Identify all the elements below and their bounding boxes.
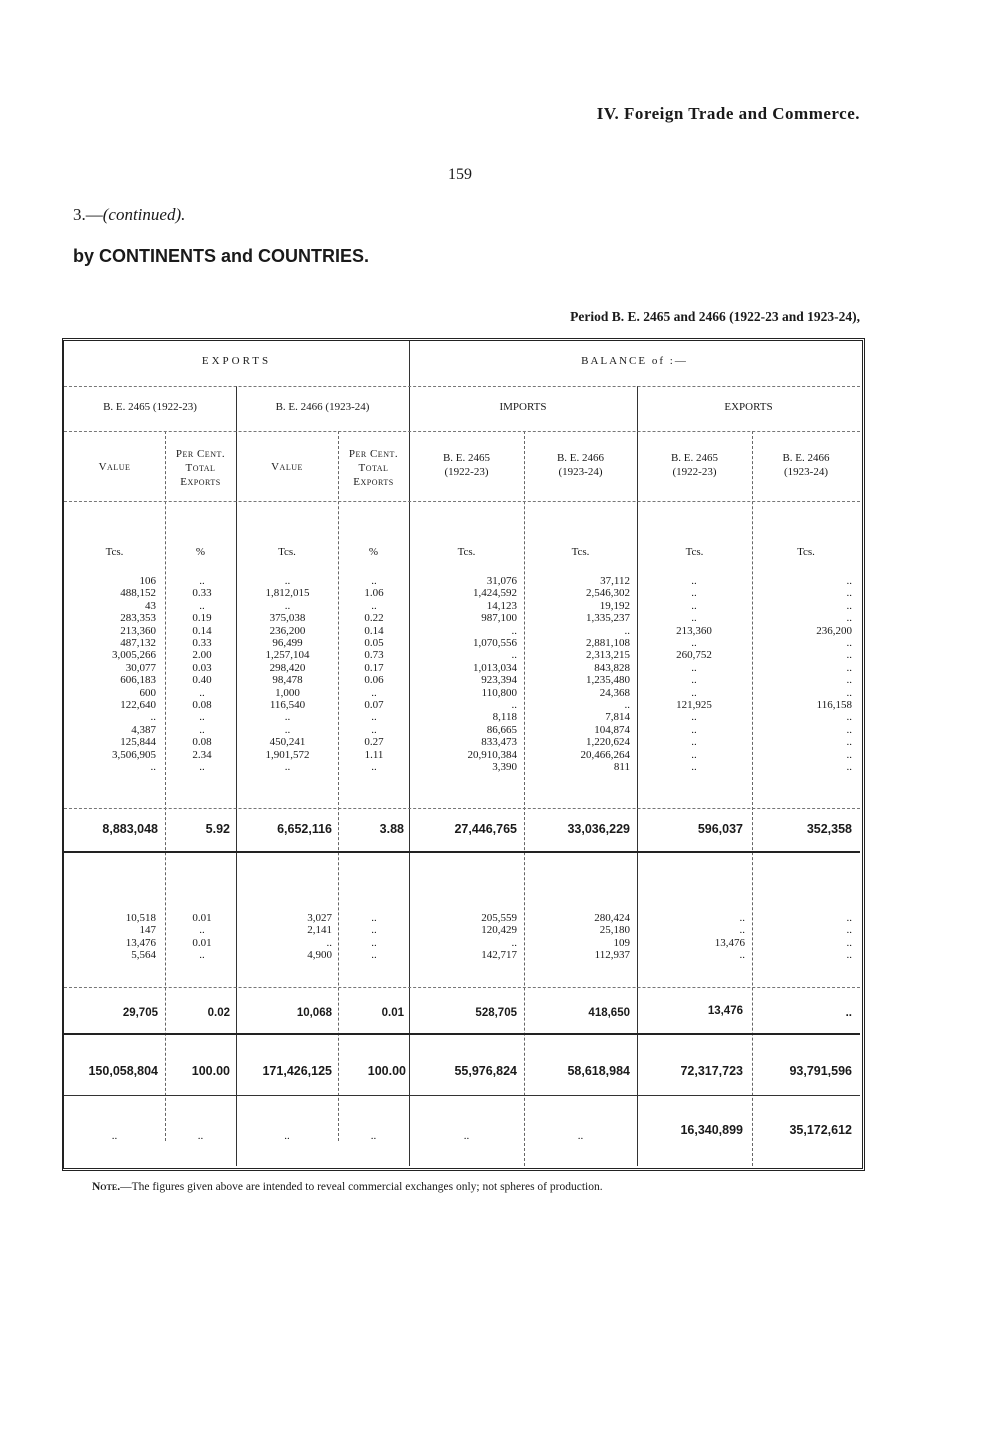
unit-pct-1: % — [195, 546, 206, 558]
s2-exp-2465-value: 10,518 147 13,476 5,564 — [125, 912, 156, 962]
page-number: 159 — [448, 166, 472, 183]
total2-exp-2466-value: 10,068 — [296, 1007, 332, 1019]
total1-imp-2466: 33,036,229 — [567, 822, 630, 836]
grand-total-exp-2466-value: 171,426,125 — [262, 1064, 332, 1078]
trade-table — [62, 338, 865, 1171]
footnote — [92, 1181, 603, 1193]
total1-exp-2465-value: 8,883,048 — [102, 822, 158, 836]
s2-exp-2466-pct: .. .. .. .. — [371, 912, 377, 962]
total2-bexp-2466: .. — [845, 1007, 852, 1019]
s2-bexp-2466: .. .. .. .. — [846, 912, 852, 962]
header-pct-2-line2: Total — [358, 462, 389, 474]
final-bexp-2465: 16,340,899 — [680, 1123, 743, 1137]
header-bexp-2465-l2: (1922-23) — [672, 466, 717, 478]
total1-exp-2466-value: 6,652,116 — [277, 822, 332, 836]
total2-exp-2466-pct: 0.01 — [381, 1007, 404, 1019]
rule-header-1 — [64, 386, 860, 387]
final-exp-2466-value: .. — [284, 1130, 290, 1142]
s2-exp-2465-pct: 0.01 .. 0.01 .. — [192, 912, 212, 962]
header-exports-balance: EXPORTS — [724, 401, 773, 413]
final-imp-2466: .. — [577, 1130, 584, 1142]
continued-text: (continued). — [102, 205, 186, 224]
header-imp-2465-l2: (1922-23) — [444, 466, 489, 478]
header-exports: EXPORTS — [201, 355, 272, 367]
final-imp-2465: .. — [463, 1130, 470, 1142]
header-be2465: B. E. 2465 (1922-23) — [103, 401, 197, 413]
table-subtitle: by CONTINENTS and COUNTRIES. — [73, 246, 370, 266]
unit-tcs-3: Tcs. — [457, 546, 476, 558]
header-pct-2-line1: Per Cent. — [348, 448, 399, 460]
total2-imp-2465: 528,705 — [475, 1007, 517, 1019]
rule-header-3 — [64, 501, 860, 502]
grand-total-exp-2465-value: 150,058,804 — [88, 1064, 158, 1078]
footnote-label: Note. — [92, 1181, 121, 1193]
period-heading: Period B. E. 2465 and 2466 (1922-23 and 1923-24), — [570, 309, 860, 324]
s1-exp-2465-pct: .. 0.33 .. 0.19 0.14 0.33 2.00 0.03 0.40 .. 0.08 .. .. 0.08 2.34 .. — [192, 575, 212, 774]
final-exp-2465-value: .. — [111, 1130, 118, 1142]
header-pct-1-line1: Per Cent. — [175, 448, 226, 460]
header-bexp-2466-l1: B. E. 2466 — [782, 452, 830, 464]
s1-bexp-2465: .. .. .. .. 213,360 .. 260,752 .. .. .. 121,925 .. .. .. .. .. — [676, 575, 712, 774]
footnote-text: —The figures given above are intended to reveal commercial exchanges only; not spheres of production. — [120, 1181, 603, 1193]
header-bexp-2466-l2: (1923-24) — [784, 466, 828, 478]
grand-total-bexp-2466: 93,791,596 — [789, 1064, 852, 1078]
s2-imp-2465: 205,559 120,429 .. 142,717 — [481, 912, 517, 962]
header-imp-2466-l2: (1923-24) — [558, 466, 603, 478]
rule-above-total1 — [64, 808, 860, 809]
unit-tcs-6: Tcs. — [797, 546, 815, 558]
total1-imp-2465: 27,446,765 — [454, 822, 517, 836]
final-bexp-2466: 35,172,612 — [789, 1123, 852, 1137]
s2-bexp-2465: .. .. 13,476 .. — [714, 912, 745, 962]
s1-bexp-2466: .. .. .. .. 236,200 .. .. .. .. .. 116,158 .. .. .. .. .. — [816, 575, 852, 774]
total1-bexp-2465: 596,037 — [697, 822, 743, 836]
header-imp-2465 — [409, 451, 524, 479]
header-pct-1-line2: Total — [185, 462, 216, 474]
total2-exp-2465-pct: 0.02 — [207, 1007, 230, 1019]
total2-imp-2466: 418,650 — [588, 1007, 630, 1019]
total2-bexp-2465: 13,476 — [707, 1005, 743, 1017]
unit-tcs-1: Tcs. — [105, 546, 124, 558]
total1-bexp-2466: 352,358 — [806, 822, 852, 836]
header-be2466: B. E. 2466 (1923-24) — [275, 401, 370, 413]
header-pct-1 — [165, 447, 236, 489]
header-value-1: Value — [98, 461, 131, 473]
divider-year-exports — [236, 386, 237, 1166]
header-bexp-2465-l1: B. E. 2465 — [670, 452, 719, 464]
header-balance: BALANCE of :— — [581, 355, 688, 367]
total2-exp-2465-value: 29,705 — [122, 1007, 158, 1019]
unit-tcs-2: Tcs. — [278, 546, 296, 558]
s1-exp-2466-value: .. 1,812,015 .. 375,038 236,200 96,499 1,257,104 298,420 98,478 1,000 116,540 .. .. 450,241 1,901,572 .. — [265, 575, 310, 774]
unit-tcs-5: Tcs. — [685, 546, 704, 558]
table-continued-label — [73, 205, 185, 225]
table-number: 3.— — [73, 205, 103, 224]
header-pct-2-line3: Exports — [353, 476, 394, 488]
s1-imp-2466: 37,112 2,546,302 19,192 1,335,237 .. 2,881,108 2,313,215 843,828 1,235,480 24,368 .. 7,814 104,874 1,220,624 20,466,264 811 — [580, 575, 630, 774]
total1-exp-2466-pct: 3.88 — [379, 822, 404, 836]
header-pct-1-line3: Exports — [180, 476, 221, 488]
header-pct-2 — [338, 447, 409, 489]
unit-tcs-4: Tcs. — [571, 546, 590, 558]
s1-exp-2466-pct: .. 1.06 .. 0.22 0.14 0.05 0.73 0.17 0.06 .. 0.07 .. .. 0.27 1.11 .. — [364, 575, 384, 774]
rule-above-total2 — [64, 987, 860, 988]
rule-below-grand-total — [64, 1095, 860, 1096]
divider-imports-years — [524, 431, 525, 1166]
grand-total-imp-2466: 58,618,984 — [567, 1064, 630, 1078]
header-bexp-2466 — [752, 451, 860, 479]
header-bexp-2465 — [637, 451, 752, 479]
header-imp-2465-l1: B. E. 2465 — [442, 452, 491, 464]
s2-exp-2466-value: 3,027 2,141 .. 4,900 — [307, 912, 332, 962]
grand-total-exp-2465-pct: 100.00 — [191, 1064, 230, 1078]
s1-exp-2465-value: 106 488,152 43 283,353 213,360 487,132 3,005,266 30,077 606,183 600 122,640 .. 4,387 125,844 3,506,905 .. — [112, 575, 156, 774]
grand-total-exp-2466-pct: 100.00 — [367, 1064, 406, 1078]
rule-below-total2 — [64, 1033, 860, 1035]
rule-below-total1 — [64, 851, 860, 853]
header-imp-2466 — [524, 451, 637, 479]
grand-total-imp-2465: 55,976,824 — [454, 1064, 517, 1078]
divider-exports-years — [752, 431, 753, 1166]
unit-pct-2: % — [368, 546, 379, 558]
s1-imp-2465: 31,076 1,424,592 14,123 987,100 .. 1,070,556 .. 1,013,034 923,394 110,800 .. 8,118 86,665 833,473 20,910,384 3,390 — [467, 575, 517, 774]
running-head: IV. Foreign Trade and Commerce. — [596, 104, 860, 123]
header-imports: IMPORTS — [499, 401, 547, 413]
final-exp-2465-pct: .. — [197, 1130, 204, 1142]
final-exp-2466-pct: .. — [370, 1130, 377, 1142]
header-value-2: Value — [271, 461, 303, 473]
total1-exp-2465-pct: 5.92 — [205, 822, 230, 836]
rule-header-2 — [64, 431, 860, 432]
grand-total-bexp-2465: 72,317,723 — [680, 1064, 743, 1078]
divider-imports-exports — [637, 386, 638, 1166]
header-imp-2466-l1: B. E. 2466 — [556, 452, 605, 464]
s2-imp-2466: 280,424 25,180 109 112,937 — [594, 912, 630, 962]
